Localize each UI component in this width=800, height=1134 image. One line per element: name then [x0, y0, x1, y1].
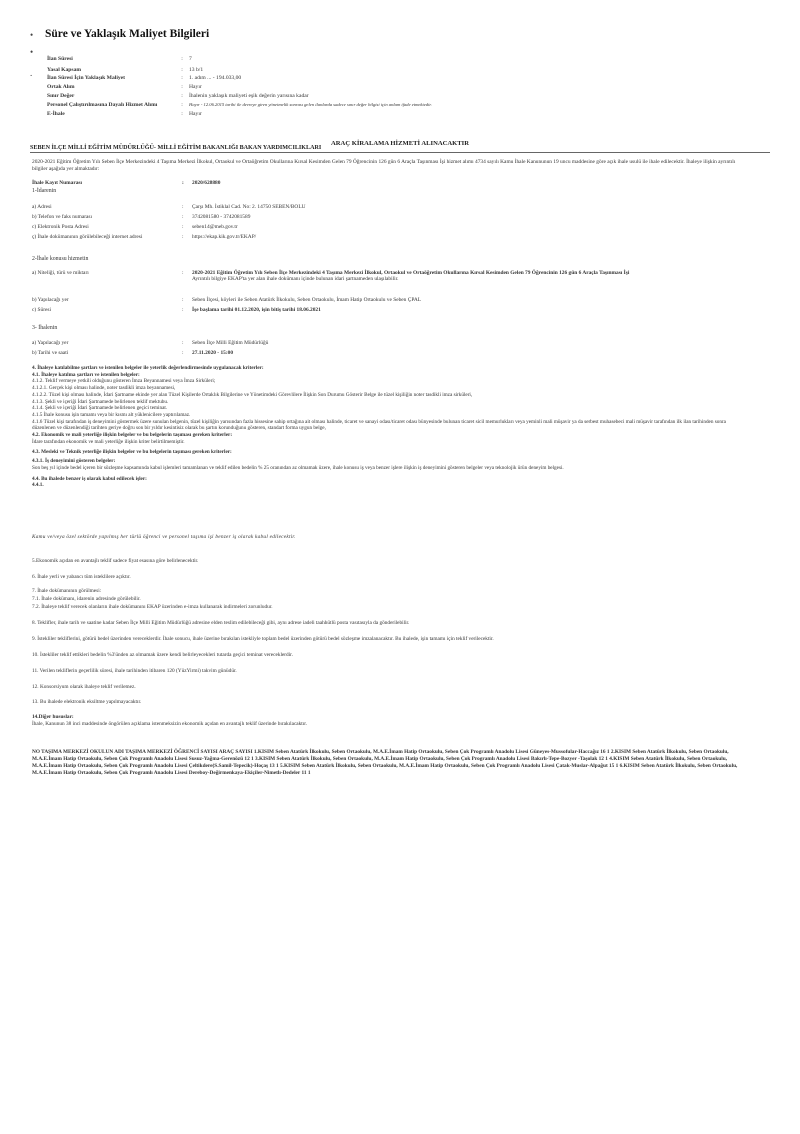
summary-row: [47, 66, 567, 75]
separator: :: [182, 180, 184, 186]
ihale-row: [32, 340, 772, 346]
idare-label: ç) İhale dokümanının görülebileceği internet adresi: [32, 234, 143, 240]
item-6: 6. İhale yerli ve yabancı tüm isteklilere açıktır.: [32, 574, 131, 580]
item-7-2: 7.2. İhaleye teklif verecek olanların ihale dokümanını EKAP üzerinden e-imza kullanarak indirmeleri zorunludur.: [32, 604, 273, 610]
summary-row: [47, 75, 567, 84]
separator: :: [181, 66, 183, 73]
criteria-line: 4.3.1. İş deneyimini gösteren belgeler:: [32, 458, 116, 465]
summary-label: Personel Çalıştırılmasına Dayalı Hizmet Alımı: [47, 102, 158, 109]
separator: :: [181, 102, 183, 109]
organization-line: SEBEN İLÇE MİLLİ EĞİTİM MÜDÜRLÜĞÜ- MİLLİ EĞİTİM BAKANLIĞI BAKAN YARDIMCILIKLARI: [30, 145, 322, 151]
idare-row: [32, 204, 772, 210]
criteria-line: 4.1.5 İhale konusu işin tamamı veya bir kısmı alt yüklenicilere yaptırılamaz.: [32, 411, 191, 418]
item-12: 12. Konsorsiyum olarak ihaleye teklif verilemez.: [32, 684, 136, 690]
item-8: 8. Teklifler, ihale tarih ve saatine kadar Seben İlçe Milli Eğitim Müdürlüğü adresine elden teslim edilebileceği gibi, aynı adrese iadeli taahhütlü posta vasıtasıyla da gönderilebilir.: [32, 620, 410, 626]
hizmet-row: [32, 270, 772, 282]
idare-value: Çarşı Mh. İstiklal Cad. No: 2. 14750 SEBEN/BOLU: [192, 204, 306, 210]
separator: :: [182, 350, 184, 356]
separator: :: [181, 55, 183, 62]
section-hizmet: 2-İhale konusu hizmetin: [32, 256, 89, 262]
transport-table-text: NO TAŞIMA MERKEZİ OKULUN ADI TAŞIMA MERKEZİ ÖĞRENCİ SAYISI ARAÇ SAYISI 1.KISIM Seben Atatürk İlkokulu, Seben Ortaokulu, M.A.E.İmam Hatip Ortaokulu, Seben Çok Programlı Anadolu Lisesi Güneyes-Mussofular-Haccağız 16 1 2.KISIM Seben Atatürk İlkokulu, Seben Ortaokulu, M.A.E.İmam Hatip Ortaokulu, Seben Çok Programlı Anadolu Lisesi Susuz-Yağma-Gerenözü 12 1 3.KISIM Seben Atatürk İlkokulu, Seben Ortaokulu, M.A.E.İmam Hatip Ortaokulu, Seben Çok Programlı Anadolu Lisesi Bakırlı-Tepe-Bozyer -Taşolak 12 1 4.KISIM Seben Atatürk İlkokulu, Seben Ortaokulu, M.A.E.İmam Hatip Ortaokulu, Seben Çok Programlı Anadolu Lisesi Çeltikdere(S.Samil-Tepecik)-Hoçaş 13 1 5.KISIM Seben Atatürk İlkokulu, Seben Ortaokulu, M.A.E.İmam Hatip Ortaokulu, Seben Çok Programlı Anadolu Lisesi Çatak-Muslar-Alpağut 15 1 6.KISIM Seben Atatürk İlkokulu, Seben Ortaokulu, M.A.E.İmam Hatip Ortaokulu, Seben Çok Programlı Anadolu Lisesi Dereboy-Değirmenkaya-Ekiçiler-Nimetlı-Dedeler 11 1: [32, 749, 738, 776]
criteria-line: 4.1.2. Teklif vermeye yetkili olduğunu gösteren İmza Beyannamesi veya İmza Sirküleri;: [32, 378, 216, 385]
separator: :: [182, 214, 184, 220]
hizmet-label: a) Niteliği, türü ve miktarı: [32, 270, 89, 276]
criteria-line: 4.1.2.1. Gerçek kişi olması halinde, noter tasdikli imza beyannamesi,: [32, 385, 176, 392]
hizmet-label: c) Süresi: [32, 307, 52, 313]
idare-label: a) Adresi: [32, 204, 52, 210]
item-9: 9. İstekliler tekliflerini, götürü bedel üzerinden vereceklerdir. İhale sonucu, ihale üzerine bırakılan istekliyle toplam bedel üzerinden götürü bedel sözleşme imzalanacaktır. Bu ihalede, işin tamamı için teklif verilecektir.: [32, 636, 494, 642]
hizmet-row: [32, 297, 772, 303]
hizmet-label: b) Yapılacağı yer: [32, 297, 69, 303]
summary-value-note: Hayır - 12.06.2015 tarihi ile devreye giren yönetmelik sonrası gelen ilanlarda sadece sınır değer bilgisi için anlam ifade etmektedir.: [189, 102, 432, 108]
separator: :: [181, 110, 183, 117]
section-heading: Süre ve Yaklaşık Maliyet Bilgileri: [45, 28, 210, 40]
summary-row: [47, 101, 567, 110]
summary-label: Yasal Kapsam: [47, 66, 82, 73]
summary-row: [47, 110, 567, 119]
registration-row: [32, 180, 772, 186]
criteria-line: Son beş yıl içinde bedel içeren bir sözleşme kapsamında kabul işlemleri tamamlanan ve teklif edilen bedelin % 25 oranından az olmamak üzere, ihale konusu iş veya benzer işlere ilişkin iş deneyimini gösteren belgeler veya teknolojik ürün deneyim belgesi.: [32, 464, 564, 471]
registration-label: İhale Kayıt Numarası: [32, 180, 83, 186]
section-ihale: 3- İhalenin: [32, 325, 58, 331]
criteria-line: 4.1.4. Şekli ve içeriği İdari Şartnamede belirlenen geçici teminat.: [32, 405, 168, 412]
criteria-line: 4.1.6 Tüzel kişi tarafından iş deneyimini göstermek üzere sunulan belgenin, tüzel kişiliğin yarısından fazla hissesine sahip ortağına ait olması halinde, ticaret ve sanayi odası/ticaret odası bünyesinde bulunan ticaret sicil memurlukları veya yeminli mali müşavir ya da serbest muhasebeci mali müşavir tarafından ilk ilan tarihinden sonra düzenlenen ve düzenlendiği tarihten geriye doğru son bir yıldır kesintisiz olarak bu şartın korunduğunu gösteren, standart forma uygun belge,: [32, 418, 726, 432]
similar-work-note: Kamu ve/veya özel sektörde yapılmış her türlü öğrenci ve personel taşıma işi benzer iş olarak kabul edilecektir.: [32, 534, 296, 540]
summary-value: İhalenin yaklaşık maliyeti eşik değerin yarısına kadar: [189, 93, 309, 100]
item-13: 13. Bu ihalede elektronik eksiltme yapılmayacaktır.: [32, 699, 142, 705]
section-idare: 1-İdarenin: [32, 188, 57, 194]
item-14: 14.Diğer hususlar:: [32, 714, 74, 720]
summary-row: [47, 84, 567, 93]
ihale-value: 27.11.2020 - 15:00: [192, 350, 234, 356]
item-14-text: İhale, Kanunun 38 inci maddesinde öngörülen açıklama istenmeksizin ekonomik açıdan en avantajlı teklif üzerinde bırakılacaktır.: [32, 721, 308, 727]
criteria-line: 4.2. Ekonomik ve mali yeterliğe ilişkin belgeler ve bu belgelerin taşıması gereken kriterler:: [32, 432, 233, 439]
criteria-line: İdare tarafından ekonomik ve mali yeterliğe ilişkin kriter belirtilmemiştir.: [32, 438, 185, 445]
idare-row: [32, 224, 772, 230]
criteria-line: 4.1. İhaleye katılma şartları ve istenilen belgeler:: [32, 371, 140, 378]
summary-label: İlan Süresi: [47, 55, 73, 62]
item-7-1: 7.1. İhale dokümanı, idarenin adresinde görülebilir.: [32, 596, 141, 602]
summary-value: 1. adım ... - 194.033,00: [189, 75, 242, 82]
separator: :: [182, 340, 184, 346]
ihale-label: a) Yapılacağı yer: [32, 340, 69, 346]
criteria-line: 4.4.1.: [32, 482, 44, 489]
hizmet-value: İşe başlama tarihi 01.12.2020, işin bitiş tarihi 18.06.2021: [192, 307, 321, 313]
separator: :: [182, 204, 184, 210]
separator: :: [182, 307, 184, 313]
summary-value: 7: [189, 55, 192, 62]
separator: :: [182, 224, 184, 230]
criteria-list: [32, 365, 744, 489]
summary-label: İlan Süresi İçin Yaklaşık Maliyet: [47, 75, 126, 82]
margin-bullet: •: [30, 30, 34, 40]
separator: :: [181, 75, 183, 82]
separator: :: [182, 297, 184, 303]
margin-dot: .: [30, 68, 33, 78]
summary-label: Ortak Alım: [47, 84, 75, 91]
ihale-label: b) Tarihi ve saati: [32, 350, 69, 356]
hizmet-value: [192, 270, 772, 282]
summary-row: [47, 93, 567, 102]
idare-value: 3742081580 - 3742081589: [192, 214, 251, 220]
summary-value: Hayır: [189, 84, 202, 91]
summary-label: E-İhale: [47, 110, 65, 117]
idare-value: seben14@meb.gov.tr: [192, 224, 238, 230]
summary-table: [47, 55, 567, 119]
summary-value: 13 b/1: [189, 66, 204, 73]
margin-bullet: •: [30, 47, 34, 57]
idare-row: [32, 234, 772, 240]
summary-value: Hayır: [189, 110, 202, 117]
criteria-line: 4. İhaleye katılabilme şartları ve istenilen belgeler ile yeterlik değerlendirmesinde uygulanacak kriterler:: [32, 365, 264, 371]
criteria-line: 4.1.2.2. Tüzel kişi olması halinde, İdari Şartname ekinde yer alan Tüzel Kişilerde Ortaklık Bilgilerine ve Yönetimdeki Görevlilere İlişkin Son Durumu Gösterir Belge ile tüzel kişiliğin noter tasdikli imza sirküleri,: [32, 391, 473, 398]
title-rule: [30, 152, 770, 153]
summary-row: [47, 55, 567, 64]
criteria-line: 4.1.3. Şekli ve içeriği İdari Şartnamede belirlenen teklif mektubu.: [32, 398, 169, 405]
criteria-line: 4.3. Mesleki ve Teknik yeterliğe ilişkin belgeler ve bu belgelerin taşıması gereken kriterler:: [32, 449, 232, 456]
idare-label: c) Elektronik Posta Adresi: [32, 224, 89, 230]
item-5: 5.Ekonomik açıdan en avantajlı teklif sadece fiyat esasına göre belirlenecektir.: [32, 558, 199, 564]
ihale-row: [32, 350, 772, 356]
intro-paragraph: 2020-2021 Eğitim Öğretim Yılı Seben İlçe Merkezindeki 4 Taşıma Merkezi İlkokul, Ortaokul ve Ortaöğretim Okullarına Kırsal Kesimden Gelen 79 Öğrencinin 126 gün 6 Araçla Taşınması İşi hizmet alımı 4734 sayılı Kamu İhale Kanununun 19 uncu maddesine göre açık ihale usulü ile ihale edilecektir. İhaleye ilişkin ayrıntılı bilgiler aşağıda yer almaktadır:: [32, 159, 736, 172]
summary-value: [189, 103, 567, 109]
idare-value: https://ekap.kik.gov.tr/EKAP/: [192, 234, 257, 240]
registration-value: 2020/628880: [192, 180, 221, 186]
hizmet-value: Seben İlçesi, köyleri ile Seben Atatürk İlkokulu, Seben Ortaokulu, İmam Hatip Ortaokulu ve Seben ÇPAL: [192, 297, 422, 303]
idare-label: b) Telefon ve faks numarası: [32, 214, 92, 220]
item-7: 7. İhale dokümanının görülmesi:: [32, 588, 102, 594]
idare-row: [32, 214, 772, 220]
ihale-value: Seben İlçe Milli Eğitim Müdürlüğü: [192, 340, 269, 346]
hizmet-extra: Ayrıntılı bilgiye EKAP'ta yer alan ihale dokümanı içinde bulunan idari şartnameden ulaşılabilir.: [192, 276, 399, 282]
separator: :: [182, 234, 184, 240]
hizmet-value-text: 2020-2021 Eğitim Öğretim Yılı Seben İlçe Merkezindeki 4 Taşıma Merkezi İlkokul, Ortaokul ve Ortaöğretim Okullarına Kırsal Kesimden Gelen 79 Öğrencinin 126 gün 6 Araçla Taşınması İşi: [192, 270, 630, 276]
hizmet-row: [32, 307, 772, 313]
tender-title: ARAÇ KİRALAMA HİZMETİ ALINACAKTIR: [331, 140, 469, 147]
item-10: 10. İstekliler teklif ettikleri bedelin %3'ünden az olmamak üzere kendi belirleyecekleri tutarda geçici teminat vereceklerdir.: [32, 652, 293, 658]
separator: :: [182, 270, 184, 276]
separator: :: [181, 93, 183, 100]
criteria-line: 4.4. Bu ihalede benzer iş olarak kabul edilecek işler:: [32, 475, 147, 482]
summary-label: Sınır Değer: [47, 93, 75, 100]
separator: :: [181, 84, 183, 91]
item-11: 11. Verilen tekliflerin geçerlilik süresi, ihale tarihinden itibaren 120 (YüzYirmi) takvim günüdür.: [32, 668, 237, 674]
